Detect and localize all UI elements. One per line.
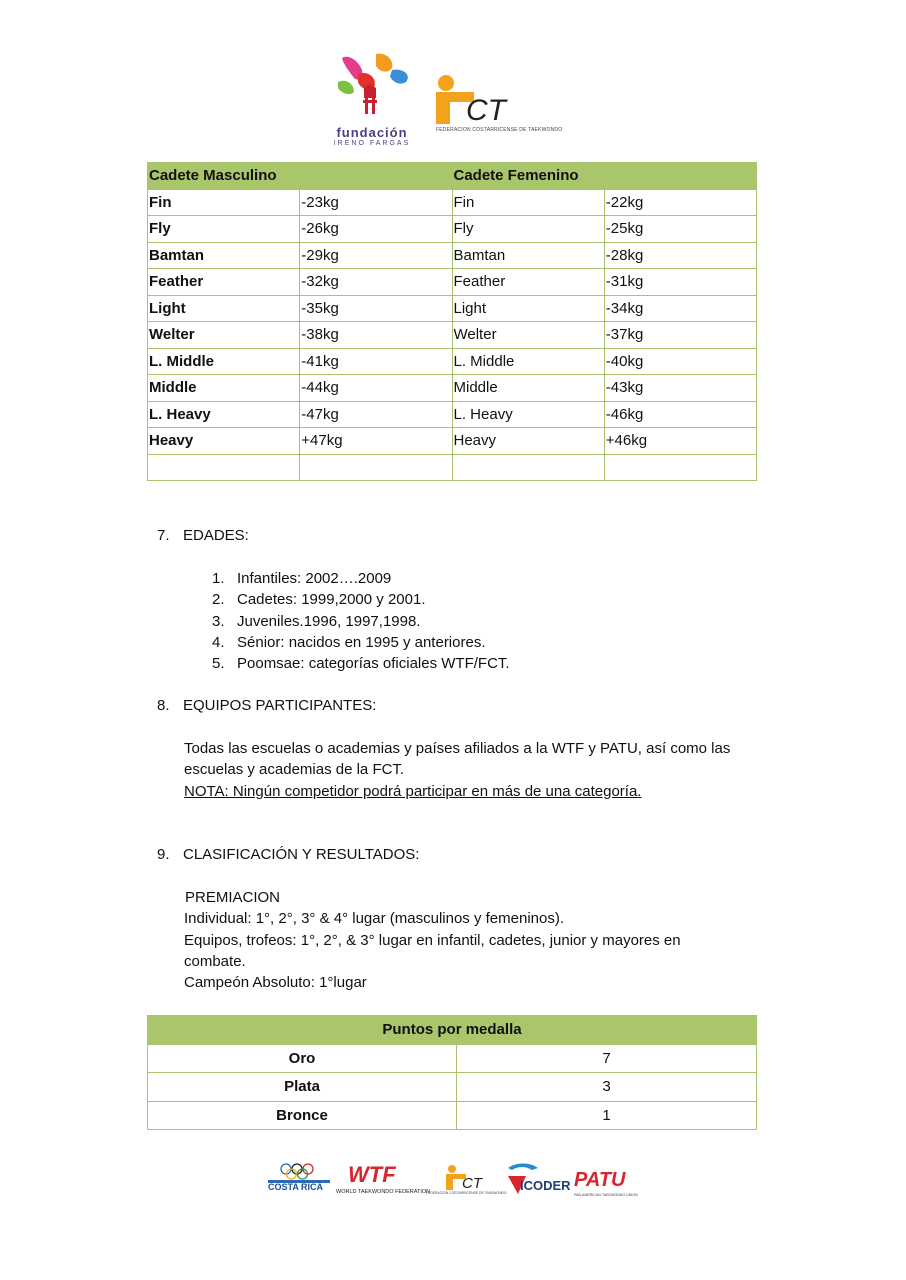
fct-footer-full: FEDERACION COSTARRICENSE DE TAEKWONDO	[426, 1191, 507, 1195]
patu-text: PATU	[574, 1169, 626, 1191]
section-title: CLASIFICACIÓN Y RESULTADOS:	[183, 846, 420, 863]
female-weight-cell: -22kg	[604, 189, 756, 216]
female-category-cell: Light	[452, 295, 604, 322]
male-weight-cell: -26kg	[300, 216, 452, 243]
female-category-cell: L. Middle	[452, 348, 604, 375]
weights-row	[148, 428, 757, 455]
icoder-logo	[508, 1164, 571, 1195]
medals-row	[148, 1101, 757, 1130]
male-category-cell: Middle	[148, 375, 300, 402]
female-category-cell: L. Heavy	[452, 401, 604, 428]
section-9-body	[184, 887, 681, 993]
weights-row	[148, 401, 757, 428]
male-weight-cell: -44kg	[300, 375, 452, 402]
male-weight-cell: -41kg	[300, 348, 452, 375]
ages-item-number: 4.	[212, 633, 225, 651]
fct-logo	[430, 74, 580, 144]
section-number: 7.	[157, 527, 170, 544]
ages-item-number: 1.	[212, 570, 225, 587]
ages-item-number: 5.	[212, 655, 225, 673]
female-weight-cell: -37kg	[604, 322, 756, 349]
female-weight-cell: -46kg	[604, 401, 756, 428]
male-weight-cell: -32kg	[300, 269, 452, 296]
section-9-heading	[157, 844, 419, 865]
female-category-cell	[452, 454, 604, 481]
male-category-cell	[148, 454, 300, 481]
medal-name-cell: Bronce	[148, 1101, 457, 1130]
female-category-cell: Fly	[452, 216, 604, 243]
wtf-full-text: WORLD TAEKWONDO FEDERATION	[336, 1189, 431, 1195]
male-category-cell: Fly	[148, 216, 300, 243]
female-weight-cell: +46kg	[604, 428, 756, 455]
weights-row	[148, 322, 757, 349]
ages-item-text: Infantiles: 2002….2009	[237, 570, 392, 587]
male-category-cell: L. Heavy	[148, 401, 300, 428]
male-weight-cell: +47kg	[300, 428, 452, 455]
patu-logo	[574, 1169, 638, 1197]
female-weight-cell	[604, 454, 756, 481]
male-weight-cell	[300, 454, 452, 481]
female-category-cell: Fin	[452, 189, 604, 216]
medals-row	[148, 1044, 757, 1073]
medal-name-cell: Plata	[148, 1073, 457, 1102]
ages-list-item	[212, 589, 510, 610]
wtf-logo	[336, 1162, 430, 1195]
header-cadete-masculino: Cadete Masculino	[148, 163, 453, 190]
weights-row	[148, 375, 757, 402]
ages-list-item	[212, 568, 510, 589]
male-weight-cell: -35kg	[300, 295, 452, 322]
weights-row	[148, 295, 757, 322]
wtf-mark-text: WTF	[348, 1162, 396, 1187]
weights-row	[148, 454, 757, 481]
male-category-cell: Fin	[148, 189, 300, 216]
fundacion-wordmark: fundación	[336, 125, 408, 140]
ages-list-item	[212, 632, 510, 653]
section-title: EQUIPOS PARTICIPANTES:	[183, 697, 377, 714]
medal-name-cell: Oro	[148, 1044, 457, 1073]
male-weight-cell: -23kg	[300, 189, 452, 216]
medal-points-table	[147, 1015, 757, 1130]
ages-item-text: Poomsae: categorías oficiales WTF/FCT.	[237, 655, 510, 673]
fundacion-subtitle: IRENO FARGAS	[333, 140, 411, 147]
male-weight-cell: -38kg	[300, 322, 452, 349]
medals-row	[148, 1073, 757, 1102]
female-category-cell: Bamtan	[452, 242, 604, 269]
weights-row	[148, 348, 757, 375]
fct-full-name: FEDERACION COSTARRICENSE DE TAEKWONDO	[436, 127, 563, 133]
fct-footer-mark: CT	[462, 1175, 482, 1192]
patu-full-text: PAN AMERICAN TAEKWONDO UNION	[574, 1193, 638, 1197]
female-category-cell: Heavy	[452, 428, 604, 455]
fct-logo-mark-icon	[430, 74, 525, 129]
header-logos	[318, 52, 588, 152]
medal-points-cell: 1	[457, 1101, 757, 1130]
section-8-body	[184, 738, 730, 802]
section-8-note: NOTA: Ningún competidor podrá participar en más de una categoría.	[184, 782, 642, 800]
medals-header-row	[148, 1016, 757, 1045]
weights-row	[148, 189, 757, 216]
sponsor-logos-strip	[264, 1160, 642, 1202]
section-title: EDADES:	[183, 527, 249, 544]
costa-rica-text: COSTA RICA	[268, 1182, 323, 1192]
male-category-cell: Bamtan	[148, 242, 300, 269]
weights-row	[148, 269, 757, 296]
ages-item-text: Sénior: nacidos en 1995 y anteriores.	[237, 633, 486, 651]
weights-row	[148, 216, 757, 243]
footer-logos	[264, 1160, 642, 1202]
ages-item-number: 3.	[212, 612, 225, 630]
female-category-cell: Middle	[452, 375, 604, 402]
fct-mark-text: CT	[466, 94, 506, 127]
premiacion-equipos-line-1: Equipos, trofeos: 1°, 2°, & 3° lugar en infantil, cadetes, junior y mayores en	[184, 931, 681, 949]
male-weight-cell: -29kg	[300, 242, 452, 269]
fct-footer-logo	[426, 1165, 507, 1195]
section-8-line-1: Todas las escuelas o academias y países afiliados a la WTF y PATU, así como las	[184, 740, 731, 757]
female-category-cell: Welter	[452, 322, 604, 349]
female-weight-cell: -28kg	[604, 242, 756, 269]
female-weight-cell: -25kg	[604, 216, 756, 243]
cadet-weights-table	[147, 162, 757, 481]
costa-rica-olympic-logo	[268, 1164, 330, 1192]
female-category-cell: Feather	[452, 269, 604, 296]
premiacion-label: PREMIACION	[185, 889, 281, 906]
medal-points-cell: 7	[457, 1044, 757, 1073]
male-category-cell: Feather	[148, 269, 300, 296]
male-category-cell: Heavy	[148, 428, 300, 455]
male-weight-cell: -47kg	[300, 401, 452, 428]
icoder-text: ICODER	[520, 1178, 571, 1193]
female-weight-cell: -31kg	[604, 269, 756, 296]
female-weight-cell: -43kg	[604, 375, 756, 402]
ages-item-number: 2.	[212, 591, 225, 609]
weights-header-row	[148, 163, 757, 190]
section-8-heading	[157, 695, 376, 716]
ages-item-text: Juveniles.1996, 1997,1998.	[237, 612, 421, 630]
ages-list	[212, 568, 510, 674]
premiacion-equipos-line-2: combate.	[184, 952, 246, 970]
ages-item-text: Cadetes: 1999,2000 y 2001.	[237, 591, 426, 609]
male-category-cell: L. Middle	[148, 348, 300, 375]
fundacion-ireno-fargas-logo	[318, 52, 428, 150]
section-number: 9.	[157, 846, 170, 863]
premiacion-individual: Individual: 1°, 2°, 3° & 4° lugar (masculinos y femeninos).	[184, 910, 565, 928]
header-cadete-femenino: Cadete Femenino	[452, 163, 757, 190]
male-category-cell: Welter	[148, 322, 300, 349]
female-weight-cell: -40kg	[604, 348, 756, 375]
section-number: 8.	[157, 697, 170, 714]
female-weight-cell: -34kg	[604, 295, 756, 322]
premiacion-campeon: Campeón Absoluto: 1°lugar	[184, 974, 367, 992]
medals-header: Puntos por medalla	[148, 1016, 757, 1045]
section-8-line-2: escuelas y academias de la FCT.	[184, 761, 405, 779]
ages-list-item	[212, 611, 510, 632]
weights-row	[148, 242, 757, 269]
medal-points-cell: 3	[457, 1073, 757, 1102]
section-7-heading	[157, 525, 249, 546]
male-category-cell: Light	[148, 295, 300, 322]
fundacion-figures-icon	[318, 52, 428, 126]
ages-list-item	[212, 653, 510, 674]
